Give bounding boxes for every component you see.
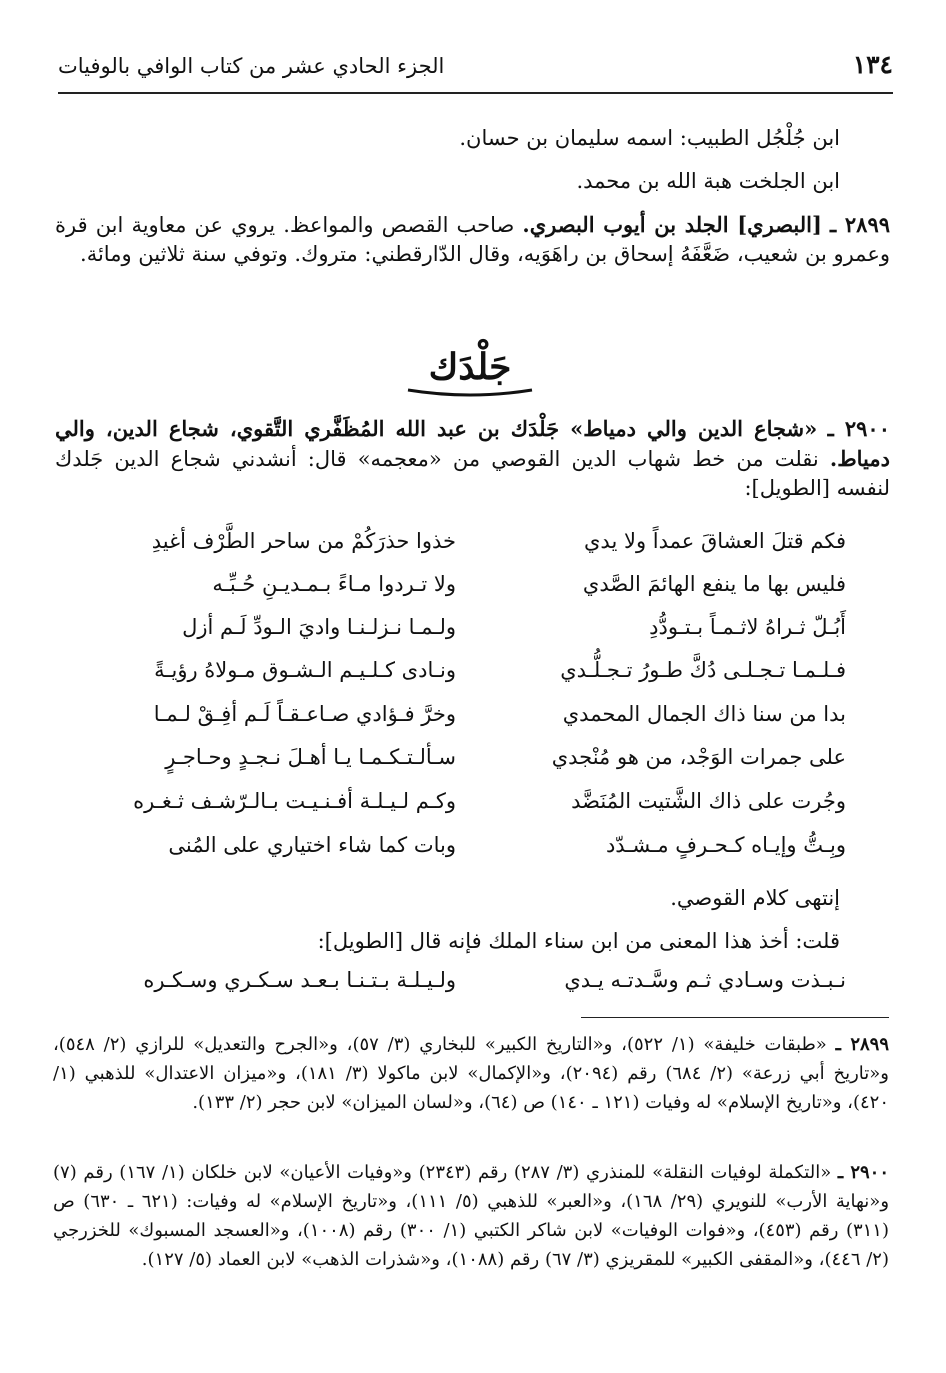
entry-number: ٢٨٩٩ ـ <box>830 212 891 237</box>
running-title: الجزء الحادي عشر من كتاب الوافي بالوفيات <box>58 54 445 78</box>
verse-first-hemistich: خذوا حذرَكُمْ من ساحر الطَّرْف أغيدِ <box>151 529 456 553</box>
entry-2900 <box>55 414 890 503</box>
page-number: ١٣٤ <box>852 50 893 79</box>
verse-first-hemistich: ولـمـا نـزلـنـا واديَ الـودِّ لَـم أزل <box>182 615 456 639</box>
verse-first-hemistich: وخرَّ فـؤادي صـاعـقـاً لَـم أفِـقْ لـمـا <box>153 702 456 726</box>
verse-second-hemistich: فليس بها ما ينفع الهائمَ الصَّدي <box>582 572 846 596</box>
footnote-text: «طبقات خليفة» (١/ ٥٢٢)، و«التاريخ الكبير» للبخاري (٣/ ٥٧)، و«الجرح والتعديل» للرازي (٢/ ٥٤٨)، و«تاريخ أبي زرعة» (٢/ ٦٨٤) رقم (٢٠٩٤)، و«الإكمال» لابن ماكولا (٣/ ١٨١)، و«ميزان الاعتدال» للذهبي (١/ ٤٢٠)، و«تاريخ الإسلام» له وفيات (١٢١ ـ ١٤٠) ص (٦٤)، و«لسان الميزان» لابن حجر (٢/ ١٣٣). <box>53 1034 889 1113</box>
verse-first-hemistich: ولا تـردوا مـاءً بـمـديـنِ حُـبِّـه <box>212 572 456 596</box>
verse-first-hemistich: سـألـتـكـمـا يـا أهـلَ نـجـدٍ وحـاجـرٍ <box>165 745 456 769</box>
closing-line: قلت: أخذ هذا المعنى من ابن سناء الملك فإنه قال [الطويل]: <box>317 929 840 953</box>
verse-second-hemistich: نـبـذت وسـادي ثـم وسَّـدتـه يـدي <box>564 968 846 992</box>
verse-second-hemistich: بدا من سنا ذاك الجمال المحمدي <box>562 702 846 726</box>
verse-second-hemistich: على جمرات الوَجْد، من هو مُنْجدي <box>551 745 846 769</box>
cross-reference-line: ابن الجلخت هبة الله بن محمد. <box>576 169 840 193</box>
ornament-text: جَلْدَك <box>428 346 512 388</box>
footnote-text: «التكملة لوفيات النقلة» للمنذري (٣/ ٢٨٧) رقم (٢٣٤٣) و«وفيات الأعيان» لابن خلكان (١/ ١٦٧) رقم (٧) و«نهاية الأرب» للنويري (٢٩/ ١٦٨)، و«العبر» للذهبي (٥/ ١١١)، و«تاريخ الإسلام» له وفيات: (٦٢١ ـ ٦٣٠) ص (٣١١) رقم (٤٥٣)، و«فوات الوفيات» لابن شاكر الكتبي (١/ ٣٠٠) رقم (١٠٠٨)، و«العسجد المسبوك» للخزرجي (٢/ ٤٤٦)، و«المقفى الكبير» للمقريزي (٣/ ٦٧) رقم (١٠٨٨)، و«شذرات الذهب» لابن العماد (٥/ ١٢٧). <box>53 1162 890 1270</box>
cross-reference-line: ابن جُلْجُل الطبيب: اسمه سليمان بن حسان. <box>459 126 840 150</box>
verse-second-hemistich: فـلـمـا تـجـلـى دُكَّ طـورُ تـجـلُّـدي <box>560 658 846 682</box>
footnote-number: ٢٨٩٩ ـ <box>835 1034 889 1055</box>
entry-text: نقلت من خط شهاب الدين القوصي من «معجمه» قال: أنشدني شجاع الدين جَلدك لنفسه [الطويل]: <box>55 447 890 500</box>
verse-first-hemistich: وكـم لـيـلـة أفـنـيـت بـالـرّشـف ثـغـره <box>133 789 456 813</box>
verse-first-hemistich: وبات كما شاء اختياري على المُنى <box>168 833 456 857</box>
ornamental-heading <box>380 336 560 400</box>
verse-second-hemistich: وبِـتُّ وإيـاه كـحـرفٍ مـشـدّد <box>605 833 846 857</box>
entry-heading: «شجاع الدين والي دمياط» جَلْدَك بن عبد الله المُظَفَّري التَّقوي، شجاع الدين، والي دمياط. <box>55 416 890 471</box>
footnote-2899 <box>53 1030 889 1117</box>
verse-second-hemistich: وجُرت على ذاك الشَّتيت المُنَضَّد <box>571 789 846 813</box>
verse-second-hemistich: فكم قتلَ العشاقَ عمداً ولا يدي <box>583 529 846 553</box>
verse-first-hemistich: ونـادى كـلـيـم الـشـوق مـولاهُ رؤيـةً <box>154 658 456 682</box>
footnote-2900 <box>53 1158 889 1274</box>
entry-text: صاحب القصص والمواعظ. يروي عن معاوية ابن قرة وعمرو بن شعيب، ضَعَّفَهُ إسحاق بن راهَوَيه، وقال الدّارقطني: متروك. وتوفي سنة ثلاثين ومائة. <box>55 213 890 266</box>
footnote-divider <box>581 1017 889 1018</box>
entry-heading: [البصري] الجلد بن أيوب البصري. <box>522 212 822 237</box>
entry-2899 <box>55 210 890 269</box>
entry-number: ٢٩٠٠ ـ <box>827 416 890 441</box>
closing-line: إنتهى كلام القوصي. <box>670 886 840 910</box>
verse-second-hemistich: أَبُـلّ ثـراهُ لاثـمـاً بـتـودُّدِ <box>649 615 846 639</box>
running-header <box>58 44 893 94</box>
verse-first-hemistich: ولـيـلـة بـتـنـا بـعـد سـكـري وسـكـره <box>143 968 456 992</box>
footnote-number: ٢٩٠٠ ـ <box>837 1162 889 1183</box>
